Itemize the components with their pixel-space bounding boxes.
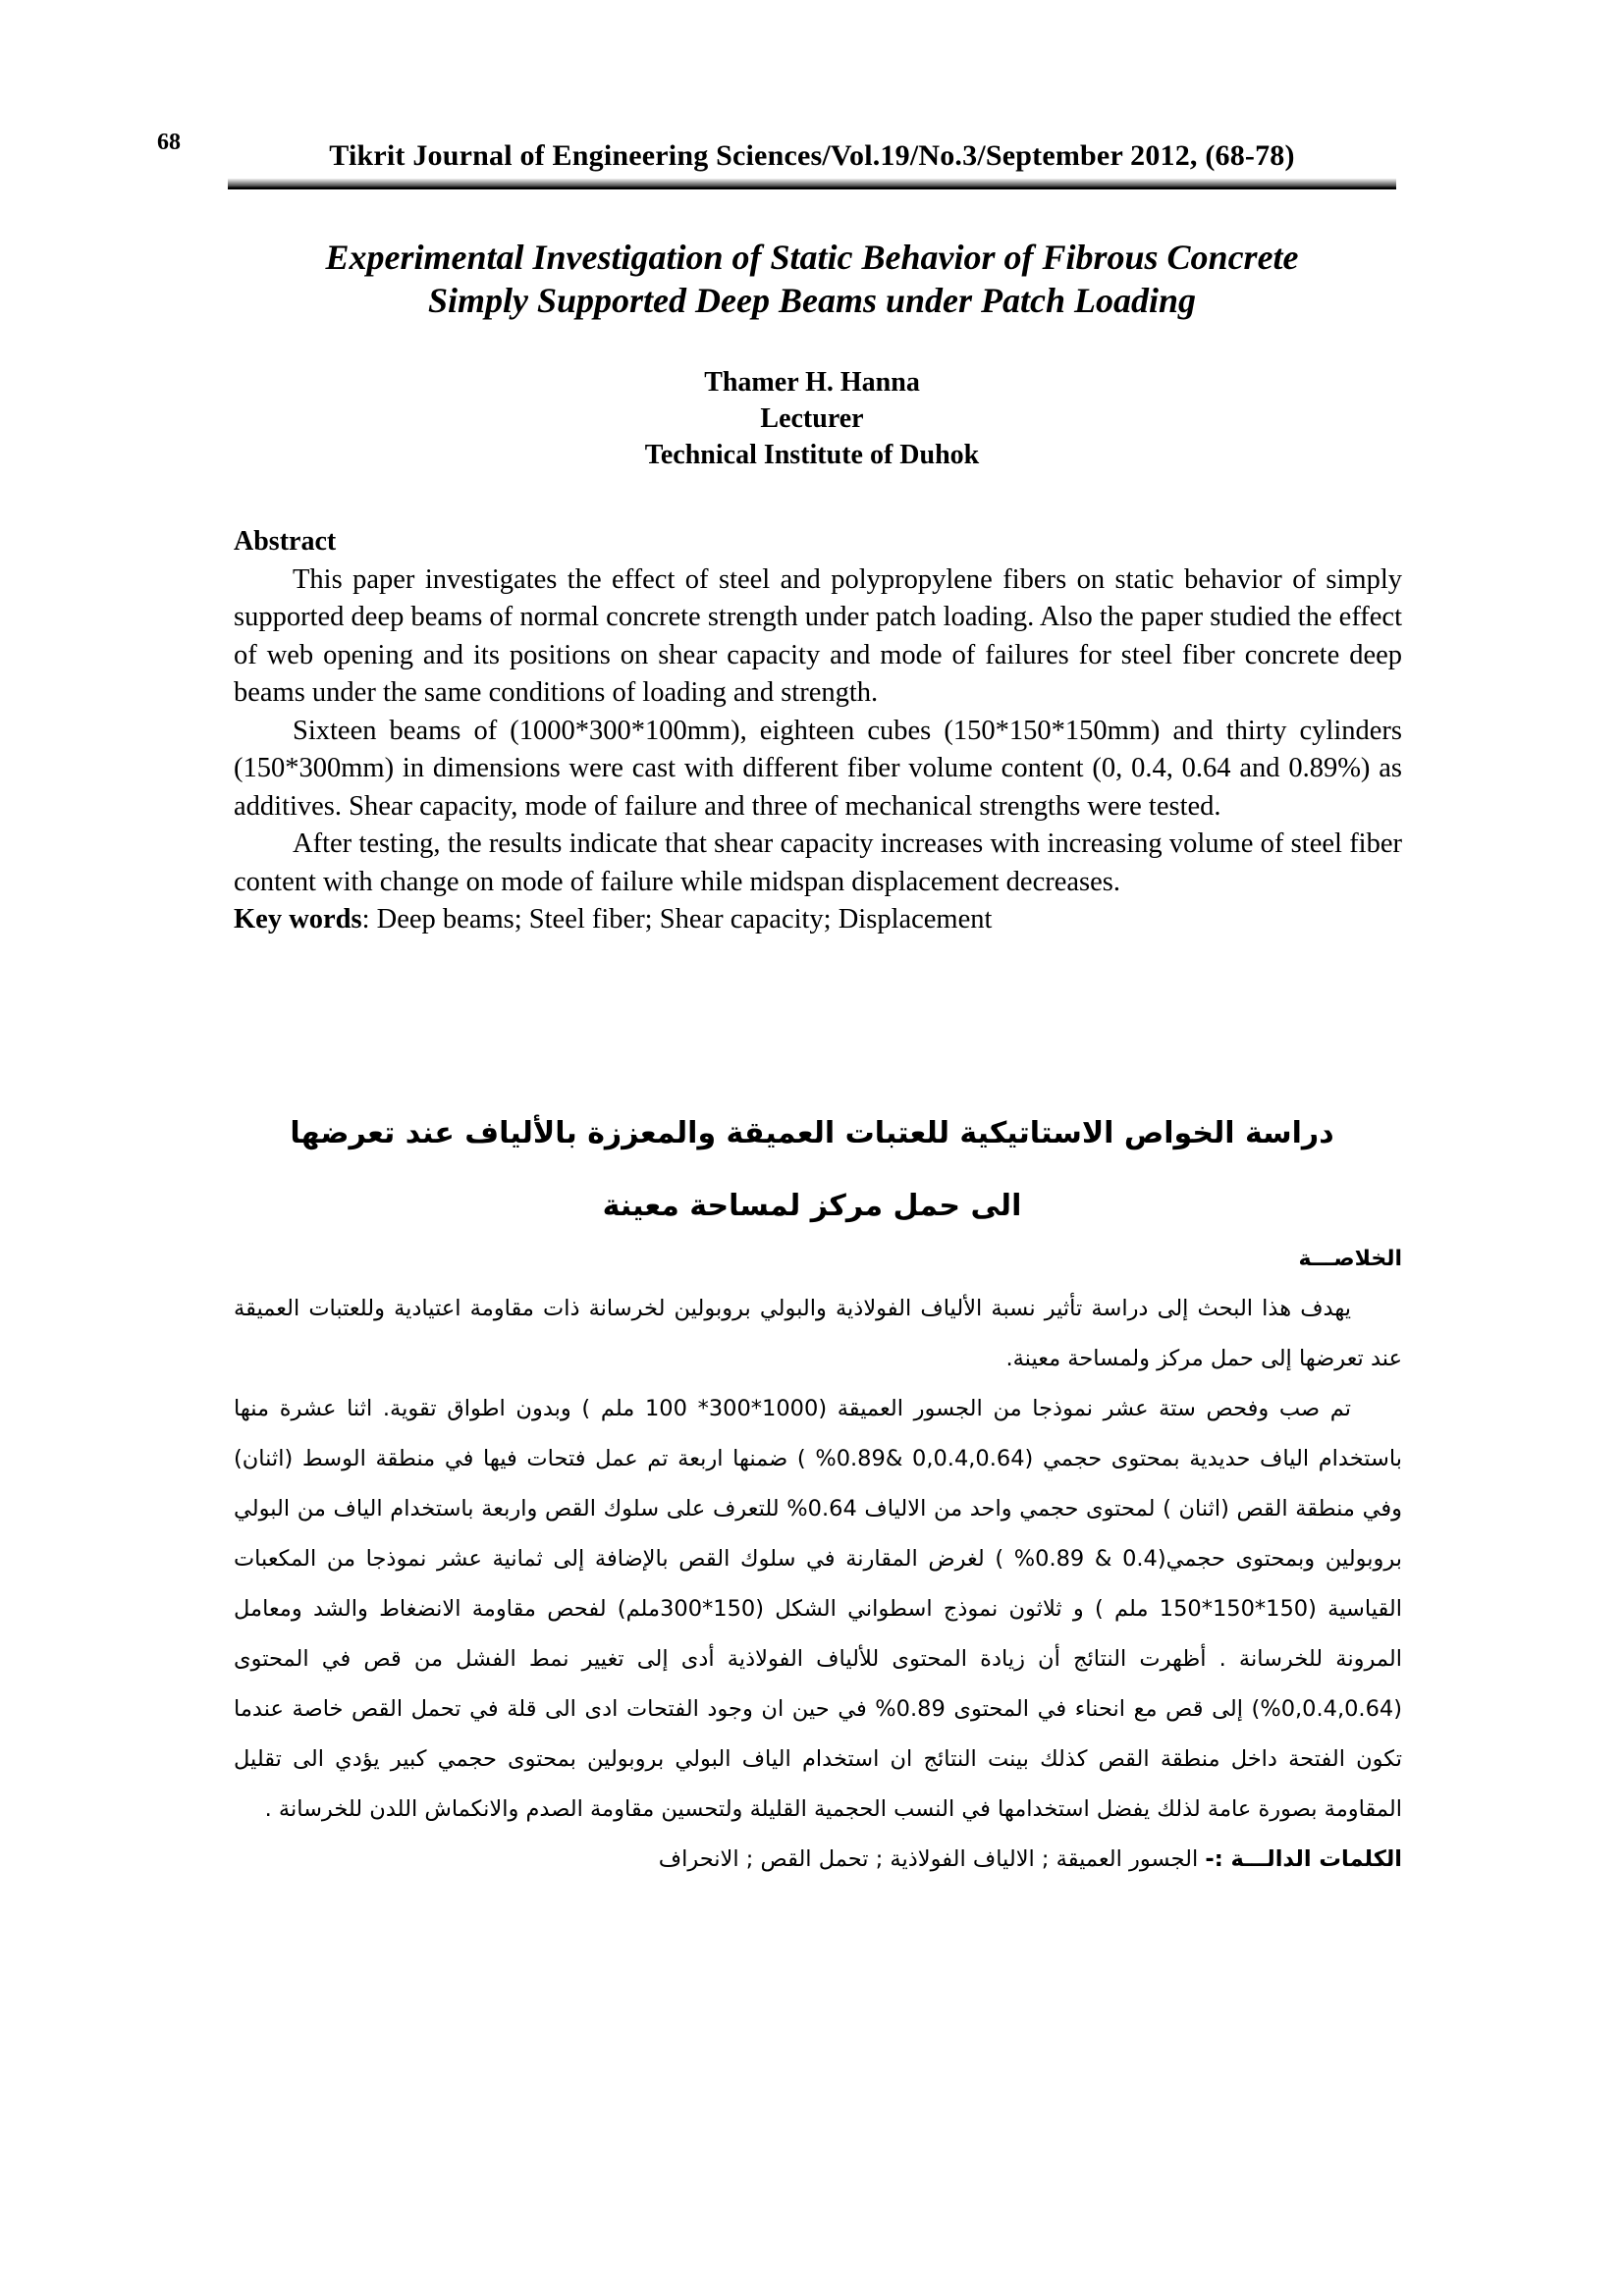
arabic-keywords-line: [234, 1835, 1402, 1885]
keywords-text: : Deep beams; Steel fiber; Shear capacity; Displacement: [361, 904, 993, 934]
paper-title: [228, 236, 1396, 322]
author-block: [228, 364, 1396, 473]
keywords-line: [234, 901, 1402, 939]
abstract-paragraph-1: This paper investigates the effect of steel and polypropylene fibers on static behavior of simply supported deep beams of normal concrete strength under patch loading. Also the paper studied the effect of web opening and its positions on shear capacity and mode of failures for steel fiber concrete deep beams under the same conditions of loading and strength.: [234, 563, 1402, 708]
arabic-keywords-label: الكلمات الدالـــة :-: [1205, 1846, 1402, 1872]
arabic-paragraph-1: يهدف هذا البحث إلى دراسة تأثير نسبة الألياف الفولاذية والبولي بروبولين لخرسانة ذات مقاومة اعتيادية وللعتبات العميقة عند تعرضها إلى حمل مركز ولمساحة معينة.: [234, 1296, 1402, 1371]
paper-title-line-2: Simply Supported Deep Beams under Patch Loading: [427, 281, 1197, 320]
abstract-heading: Abstract: [234, 526, 337, 557]
arabic-title-line-2: الى حمل مركز لمساحة معينة: [602, 1189, 1022, 1223]
arabic-title: [228, 1097, 1396, 1243]
paper-title-line-1: Experimental Investigation of Static Behavior of Fibrous Concrete: [325, 238, 1299, 277]
author-name: Thamer H. Hanna: [704, 367, 920, 398]
arabic-paragraph-2: تم صب وفحص ستة عشر نموذجا من الجسور العميقة (1000*300* 100 ملم ) وبدون اطواق تقوية. اثنا عشرة منها باستخدام الياف حديدية بمحتوى حجمي (0,0.4,0.64 &0.89% ) ضمنها اربعة تم عمل فتحات فيها في منطقة الوسط (اثنان) وفي منطقة القص (اثنان ) لمحتوى حجمي واحد من الالياف 0.64% للتعرف على سلوك القص واربعة باستخدام الياف من البولي بروبولين وبمحتوى حجمي(0.4 & 0.89% ) لغرض المقارنة في سلوك القص بالإضافة إلى ثمانية عشر نموذجا من المكعبات القياسية (150*150*150 ملم ) و ثلاثون نموذج اسطواني الشكل (150*300ملم) لفحص مقاومة الانضغاط والشد ومعامل المرونة للخرسانة . أظهرت النتائج أن زيادة المحتوى للألياف الفولاذية أدى إلى تغيير نمط الفشل من قص في المحتوى (0,0.4,0.64%) إلى قص مع انحناء في المحتوى 0.89% في حين ان وجود الفتحات ادى الى قلة في تحمل القص خاصة عندما تكون الفتحة داخل منطقة القص كذلك بينت النتائج ان استخدام الياف البولي بروبولين بمحتوى حجمي كبير يؤدي الى تقليل المقاومة بصورة عامة لذلك يفضل استخدامها في النسب الحجمية القليلة ولتحسين مقاومة الصدم والانكماش اللدن للخرسانة .: [234, 1396, 1403, 1822]
journal-running-head: Tikrit Journal of Engineering Sciences/Vol.19/No.3/September 2012, (68-78): [329, 139, 1295, 172]
arabic-abstract-heading: الخلاصـــة: [1298, 1247, 1402, 1271]
author-position: Lecturer: [760, 403, 864, 434]
abstract-paragraph-3: After testing, the results indicate that shear capacity increases with increasing volume of steel fiber content with change on mode of failure while midspan displacement decreases.: [234, 828, 1402, 897]
arabic-abstract: [234, 1234, 1402, 1885]
arabic-keywords-text: الجسور العميقة ; الالياف الفولاذية ; تحمل القص ; الانحراف: [658, 1846, 1206, 1872]
abstract-paragraph-2: Sixteen beams of (1000*300*100mm), eighteen cubes (150*150*150mm) and thirty cylinders (150*300mm) in dimensions were cast with different fiber volume content (0, 0.4, 0.64 and 0.89%) as additives. Shear capacity, mode of failure and three of mechanical strengths were tested.: [234, 715, 1402, 822]
english-abstract: [234, 523, 1402, 939]
header-rule-divider: [228, 179, 1396, 189]
arabic-title-line-1: دراسة الخواص الاستاتيكية للعتبات العميقة والمعززة بالألياف عند تعرضها: [290, 1116, 1334, 1150]
page-number: 68: [157, 130, 181, 155]
author-affiliation: Technical Institute of Duhok: [644, 440, 980, 470]
keywords-label: Key words: [234, 904, 362, 934]
